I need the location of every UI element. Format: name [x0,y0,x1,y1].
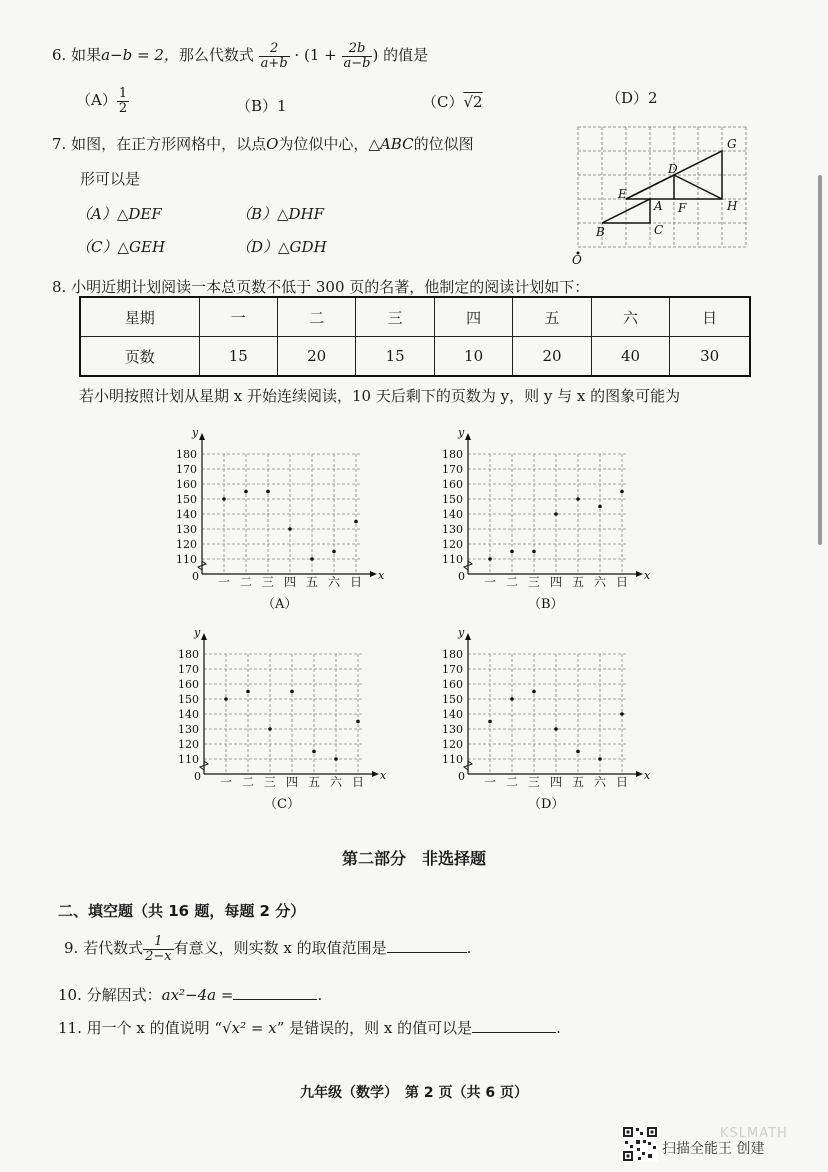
x-tick-label: 三 [262,575,275,589]
grid [202,454,360,574]
y-tick-label: 130 [442,523,463,536]
label-c: C [654,223,664,237]
x-tick-label: 一 [484,575,497,589]
y-axis-arrow [199,433,205,440]
y-tick-label: 150 [442,693,463,706]
reading-plan-table [79,296,751,377]
x-tick-label: 六 [328,575,341,589]
label-h: H [727,199,738,213]
y-tick-label: 180 [176,448,197,461]
y-tick-label: 170 [178,663,199,676]
data-point [488,720,492,724]
label-g: G [727,137,737,151]
y-axis-arrow [465,433,471,440]
table-cell: 20 [277,337,355,377]
x-axis-arrow [636,571,643,577]
data-point [532,550,536,554]
x-tick-label: 三 [528,775,541,789]
y-tick-label: 150 [176,493,197,506]
table-cell: 六 [591,297,669,337]
y-tick-label: 170 [442,463,463,476]
x-tick-label: 四 [550,775,563,789]
x-tick-label: 日 [616,575,629,589]
q10-answer-blank[interactable] [233,999,317,1000]
q6-text: 如果 [71,46,102,65]
question-6 [52,42,428,70]
y-tick-label: 110 [176,553,197,566]
data-point [222,497,226,501]
x-axis-arrow [636,771,643,777]
table-cell: 40 [591,337,669,377]
table-cell: 四 [434,297,512,337]
q7-option-c: （C）△GEH [76,238,166,256]
data-point [510,697,514,701]
q7-grid-figure [572,124,762,270]
table-cell: 日 [670,297,750,337]
page-footer: 九年级（数学） 第 2 页（共 6 页） [300,1085,528,1101]
data-point [620,712,624,716]
x-tick-label: 五 [306,575,319,589]
table-row [80,297,750,337]
data-point [598,757,602,761]
y-tick-label: 140 [176,508,197,521]
y-tick-label: 110 [442,553,463,566]
origin-label: 0 [458,570,465,583]
origin-label: 0 [192,570,199,583]
x-axis-label: x [644,569,651,582]
x-tick-label: 日 [616,775,629,789]
y-tick-label: 170 [176,463,197,476]
data-point [532,690,536,694]
data-point [554,512,558,516]
q7-line-2: 形可以是 [80,170,141,188]
q6-number: 6. [52,46,67,65]
chart-caption: （A） [262,597,298,610]
origin-label: 0 [458,770,465,783]
x-tick-label: 三 [264,775,277,789]
x-axis-arrow [372,771,379,777]
q8-question: 若小明按照计划从星期 x 开始连续阅读，10 天后剩下的页数为 y，则 y 与 x 的图象可能为 [79,387,681,405]
grid [204,654,362,774]
x-tick-label: 日 [352,775,365,789]
y-tick-label: 180 [442,448,463,461]
table-cell: 30 [670,337,750,377]
data-point [290,690,294,694]
x-axis-arrow [370,571,377,577]
data-point [510,550,514,554]
x-axis-label: x [644,769,651,782]
data-point [598,505,602,509]
data-point [310,557,314,561]
data-point [266,490,270,494]
y-tick-label: 170 [442,663,463,676]
y-axis-label: y [192,426,199,439]
x-tick-label: 六 [594,575,607,589]
table-cell: 15 [199,337,277,377]
x-axis-label: x [378,569,385,582]
q6-option-a: （A） $\frac{1}{2}$ [76,86,128,116]
data-point [244,490,248,494]
data-point [334,757,338,761]
y-axis-arrow [465,633,471,640]
y-axis-label: y [458,426,465,439]
y-tick-label: 150 [442,493,463,506]
x-tick-label: 四 [286,775,299,789]
data-point [312,750,316,754]
q6-paren-close: ) [372,46,379,65]
q6-condition: a−b = 2， [101,46,179,65]
table-cell: 15 [356,337,434,377]
data-point [620,490,624,494]
x-tick-label: 四 [284,575,297,589]
x-tick-label: 一 [220,775,233,789]
x-tick-label: 三 [528,575,541,589]
table-cell: 五 [513,297,591,337]
q7-option-a: （A）△DEF [76,205,162,223]
table-cell: 10 [434,337,512,377]
qr-code-icon [622,1126,658,1162]
table-row [80,337,750,377]
table-cell: 一 [199,297,277,337]
label-b: B [596,225,605,239]
q6-paren-open: (1 + [303,46,337,65]
y-tick-label: 140 [442,508,463,521]
x-tick-label: 二 [506,575,519,589]
watermark: KSLMATH [720,1126,788,1141]
y-tick-label: 120 [178,738,199,751]
table-cell: 二 [277,297,355,337]
label-f: F [678,201,687,215]
x-tick-label: 一 [218,575,231,589]
scrollbar[interactable] [818,175,822,545]
y-tick-label: 120 [442,538,463,551]
q6-fraction-1: $\frac{2}{a+b}$ [260,41,288,71]
y-tick-label: 180 [442,648,463,661]
chart-option-a [162,426,386,610]
q7-number: 7. [52,135,67,153]
chart-option-c [164,626,388,810]
y-axis-arrow [201,633,207,640]
chart-caption: （B） [528,597,564,610]
y-tick-label: 140 [442,708,463,721]
q6-option-b: （B）1 [236,97,287,115]
y-axis-label: y [194,626,201,639]
label-e: E [618,187,627,201]
label-d: D [668,162,678,176]
x-tick-label: 二 [506,775,519,789]
y-tick-label: 160 [442,478,463,491]
y-tick-label: 120 [176,538,197,551]
y-tick-label: 150 [178,693,199,706]
y-tick-label: 110 [442,753,463,766]
data-point [554,727,558,731]
grid [468,454,626,574]
q6-option-c: （C）√2 [422,93,483,111]
y-tick-label: 160 [176,478,197,491]
scanner-brand: 扫描全能王 创建 [662,1141,765,1157]
y-tick-label: 130 [176,523,197,536]
question-11: 11. 用一个 x 的值说明 “√x² = x” 是错误的，则 x 的值可以是 . [58,1019,561,1037]
grid [468,654,626,774]
data-point [356,720,360,724]
q11-answer-blank[interactable] [472,1032,556,1033]
y-tick-label: 140 [178,708,199,721]
q6-dot: · [294,46,300,65]
table-cell: 三 [356,297,434,337]
question-10: 10. 分解因式：ax²−4a = . [58,986,323,1004]
y-tick-label: 120 [442,738,463,751]
data-point [332,550,336,554]
chart-option-b [428,426,652,610]
table-cell: 星期 [80,297,199,337]
section-fill-in-heading: 二、填空题（共 16 题，每题 2 分） [58,902,306,920]
x-tick-label: 二 [240,575,253,589]
y-tick-label: 110 [178,753,199,766]
data-point [246,690,250,694]
y-tick-label: 180 [178,648,199,661]
data-point [576,750,580,754]
x-tick-label: 二 [242,775,255,789]
q9-answer-blank[interactable] [387,952,467,953]
y-tick-label: 160 [178,678,199,691]
table-cell: 页数 [80,337,199,377]
data-point [224,697,228,701]
y-tick-label: 130 [178,723,199,736]
x-tick-label: 五 [572,775,585,789]
part-2-title: 第二部分 非选择题 [341,849,486,868]
y-tick-label: 160 [442,678,463,691]
chart-caption: （C） [264,797,300,810]
x-tick-label: 五 [572,575,585,589]
q6-text-c: 的值是 [383,46,429,65]
label-a: A [654,199,663,213]
x-tick-label: 日 [350,575,363,589]
y-axis-label: y [458,626,465,639]
x-tick-label: 六 [330,775,343,789]
chart-option-d [428,626,652,810]
question-7: 7. 如图，在正方形网格中，以点O为位似中心，△ABC的位似图 [52,135,474,153]
y-tick-label: 130 [442,723,463,736]
chart-caption: （D） [528,797,565,810]
q6-text-b: 那么代数式 [178,46,254,65]
x-tick-label: 六 [594,775,607,789]
x-tick-label: 五 [308,775,321,789]
origin-label: 0 [194,770,201,783]
q6-fraction-2: $\frac{2b}{a-b}$ [343,41,371,71]
table-cell: 20 [513,337,591,377]
q7-option-d: （D）△GDH [236,238,327,256]
x-tick-label: 一 [484,775,497,789]
x-tick-label: 四 [550,575,563,589]
q7-option-b: （B）△DHF [236,205,325,223]
data-point [268,727,272,731]
question-9: 9. 若代数式 $\frac{1}{2-x}$ 有意义，则实数 x 的取值范围是 . [64,934,472,964]
data-point [354,520,358,524]
x-axis-label: x [380,769,387,782]
data-point [488,557,492,561]
label-o: O [572,253,582,267]
data-point [576,497,580,501]
data-point [288,527,292,531]
q6-option-d: （D）2 [606,89,658,107]
question-8: 8. 小明近期计划阅读一本总页数不低于 300 页的名著，他制定的阅读计划如下： [52,278,590,296]
